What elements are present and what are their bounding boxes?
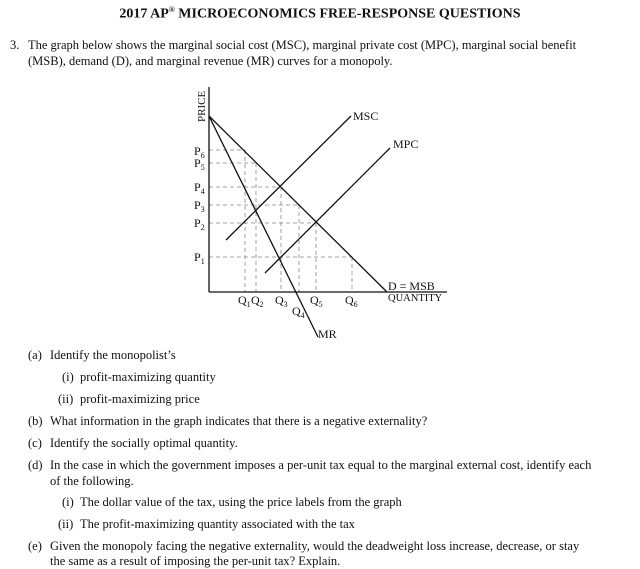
- part-e-label: (e): [28, 539, 42, 553]
- mpc-curve: [265, 148, 390, 273]
- quantity-label-q3: $Q_3$: [275, 293, 288, 309]
- part-b-label: (b): [28, 414, 43, 428]
- part-d-text-line1: In the case in which the government imposes a per-unit tax equal to the marginal external cost, identify each: [50, 458, 592, 472]
- price-label-p5: $P_5$: [194, 156, 205, 172]
- mpc-label: MPC: [393, 137, 419, 151]
- quantity-label-q5: $Q_5$: [310, 293, 323, 309]
- msc-label: MSC: [353, 109, 379, 123]
- part-d-i-label: (i): [62, 495, 74, 509]
- part-c-label: (c): [28, 436, 42, 450]
- header-title-rest: MICROECONOMICS FREE-RESPONSE QUESTIONS: [174, 6, 521, 22]
- part-b-text: What information in the graph indicates that there is a negative externality?: [50, 414, 428, 428]
- part-d-ii-text: The profit-maximizing quantity associated with the tax: [80, 517, 355, 531]
- question-text-line2: (MSB), demand (D), and marginal revenue (MR) curves for a monopoly.: [28, 54, 393, 68]
- price-label-p4: $P_4$: [194, 180, 205, 196]
- part-a-i-text: profit-maximizing quantity: [80, 370, 216, 384]
- part-e-text-line1: Given the monopoly facing the negative externality, would the deadweight loss increase, decrease, or stay: [50, 539, 580, 553]
- part-d-i-text: The dollar value of the tax, using the price labels from the graph: [80, 495, 402, 509]
- x-axis-label: QUANTITY: [388, 293, 443, 304]
- part-e-text-line2: the same as a result of imposing the per-unit tax? Explain.: [50, 554, 341, 568]
- part-c-text: Identify the socially optimal quantity.: [50, 436, 238, 450]
- quantity-label-q6: $Q_6$: [345, 293, 358, 309]
- registered-mark: ®: [168, 5, 175, 14]
- quantity-label-q1: $Q_1$: [238, 293, 251, 309]
- quantity-label-q4: $Q_4$: [292, 304, 305, 320]
- part-a-text: Identify the monopolist’s: [50, 348, 176, 362]
- part-a-ii-text: profit-maximizing price: [80, 392, 200, 406]
- header-title: 2017 AP: [119, 6, 169, 22]
- part-a-i-label: (i): [62, 370, 74, 384]
- guide-lines: [209, 150, 352, 292]
- price-label-p3: $P_3$: [194, 198, 205, 214]
- price-label-p1: $P_1$: [194, 250, 205, 266]
- part-a-label: (a): [28, 348, 42, 362]
- y-axis-label: PRICE: [196, 90, 208, 122]
- part-d-label: (d): [28, 458, 43, 472]
- question-number: 3.: [10, 38, 20, 52]
- price-label-p6: $P_6$: [194, 144, 205, 160]
- price-label-p2: $P_2$: [194, 216, 205, 232]
- demand-label: D = MSB: [388, 279, 435, 293]
- mr-label: MR: [318, 327, 337, 341]
- part-d-text-line2: of the following.: [50, 474, 134, 488]
- question-text-line1: The graph below shows the marginal social cost (MSC), marginal private cost (MPC), marginal social benefit: [28, 38, 577, 52]
- part-d-ii-label: (ii): [58, 517, 74, 531]
- part-a-ii-label: (ii): [58, 392, 74, 406]
- demand-curve: [209, 116, 387, 292]
- quantity-label-q2: $Q_2$: [251, 293, 264, 309]
